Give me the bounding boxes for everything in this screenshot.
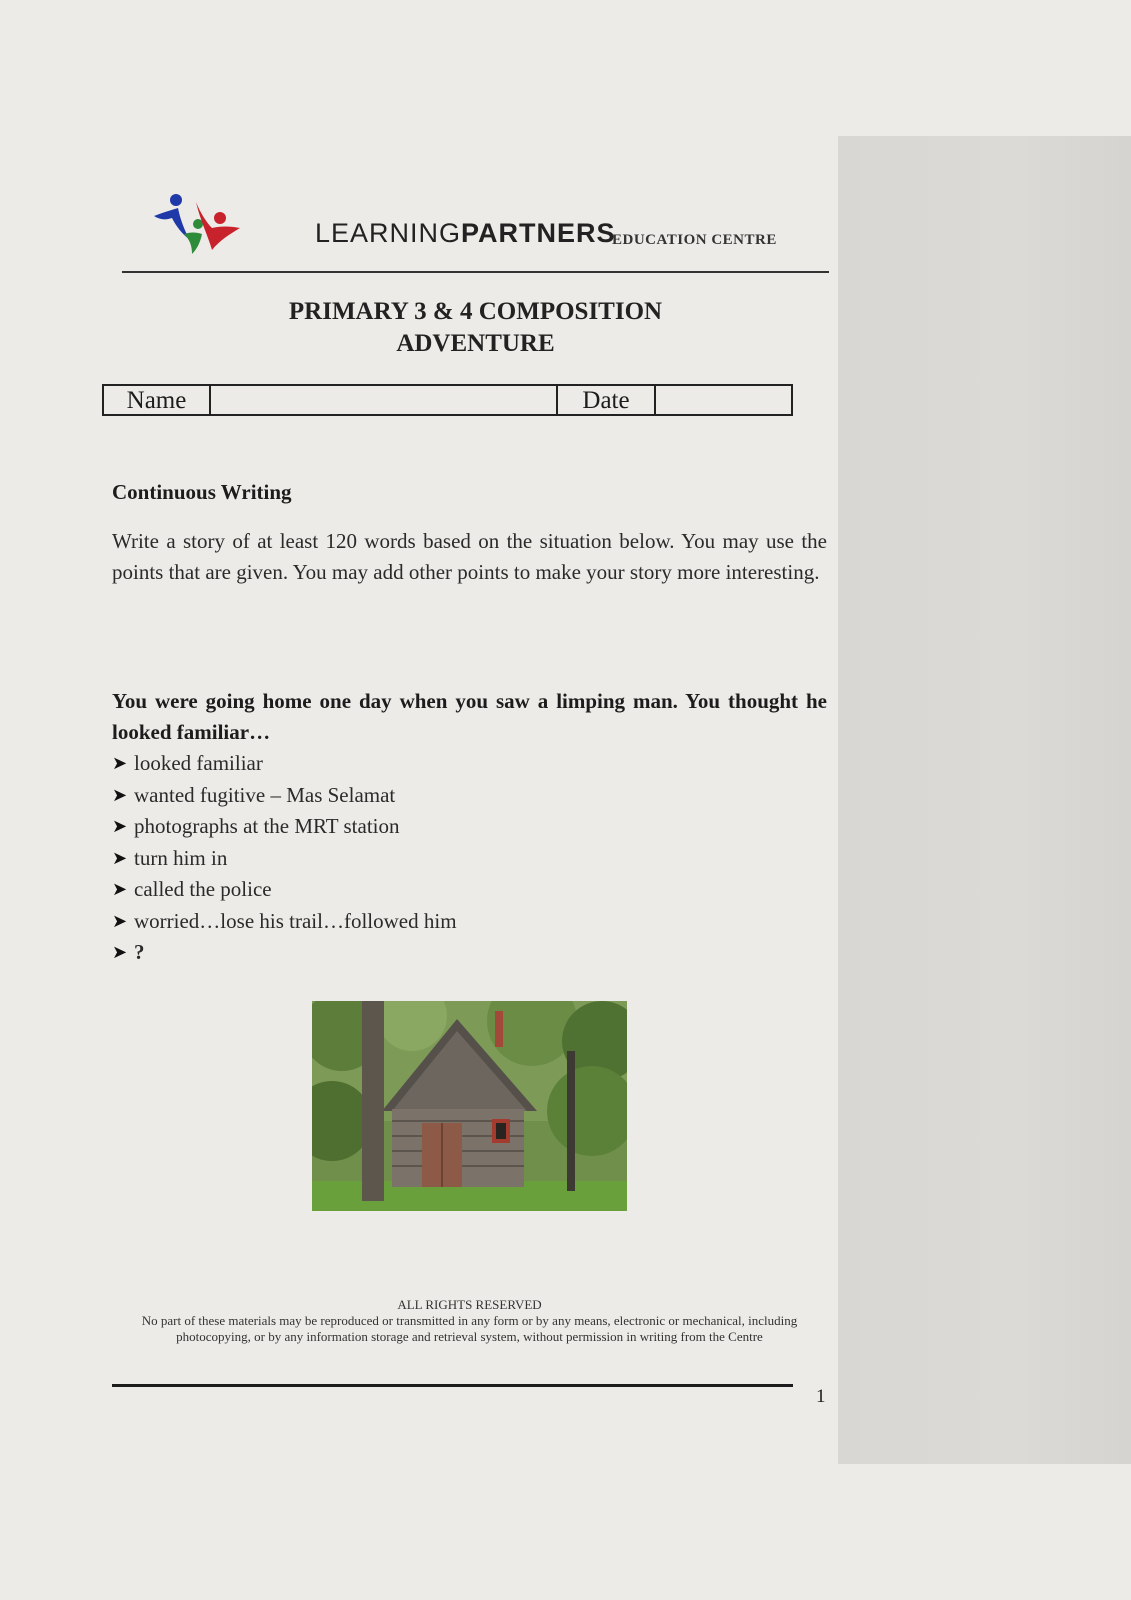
brand-subtitle: EDUCATION CENTRE [612, 232, 777, 248]
list-item [112, 811, 457, 843]
point-text: turn him in [134, 845, 228, 870]
list-item [112, 937, 457, 969]
point-text: worried…lose his trail…followed him [134, 908, 457, 933]
arrow-bullet-icon: ➤ [112, 910, 128, 931]
arrow-bullet-icon: ➤ [112, 784, 128, 805]
arrow-bullet-icon: ➤ [112, 942, 128, 962]
name-date-table [102, 384, 793, 416]
list-item [112, 906, 457, 938]
side-shadow-panel [838, 136, 1131, 1464]
rights-title: ALL RIGHTS RESERVED [397, 1297, 542, 1312]
instructions-paragraph: Write a story of at least 120 words based on the situation below. You may use the points that are given. You may add other points to make your story more interesting. [112, 529, 827, 584]
cabin-photo [312, 1001, 627, 1211]
list-item [112, 874, 457, 906]
learning-partners-logo [150, 190, 246, 262]
point-text: photographs at the MRT station [134, 814, 400, 838]
page-number: 1 [816, 1386, 826, 1407]
point-text: called the police [134, 877, 272, 901]
header-divider [122, 271, 829, 273]
footer-divider [112, 1384, 793, 1387]
brand-name-light: LEARNING [315, 218, 462, 248]
date-field[interactable] [656, 386, 791, 414]
point-text: wanted fugitive – Mas Selamat [134, 782, 396, 807]
arrow-bullet-icon: ➤ [112, 753, 128, 773]
brand-name [315, 218, 616, 249]
points-list [112, 748, 457, 969]
point-text: looked familiar [134, 751, 263, 775]
section-heading: Continuous Writing [112, 480, 292, 504]
brand-name-bold: PARTNERS [461, 218, 616, 248]
list-item [112, 748, 457, 780]
worksheet-title: PRIMARY 3 & 4 COMPOSITION [288, 298, 663, 325]
list-item [112, 780, 457, 812]
story-prompt: You were going home one day when you saw a limping man. You thought he looked familiar… [112, 689, 827, 744]
rights-text: No part of these materials may be reproduced or transmitted in any form or by any means, electronic or mechanical, including photocopying, or by any information storage and retrieval system, without permission in writing from the Centre [141, 1313, 798, 1344]
name-label: Name [104, 386, 211, 414]
arrow-bullet-icon: ➤ [112, 847, 128, 868]
rights-notice [112, 1297, 827, 1345]
arrow-bullet-icon: ➤ [112, 816, 128, 836]
list-item [112, 843, 457, 875]
date-label: Date [558, 386, 656, 414]
name-field[interactable] [211, 386, 558, 414]
worksheet-subtitle: ADVENTURE [396, 330, 555, 357]
point-text: ? [134, 940, 145, 964]
arrow-bullet-icon: ➤ [112, 879, 128, 899]
